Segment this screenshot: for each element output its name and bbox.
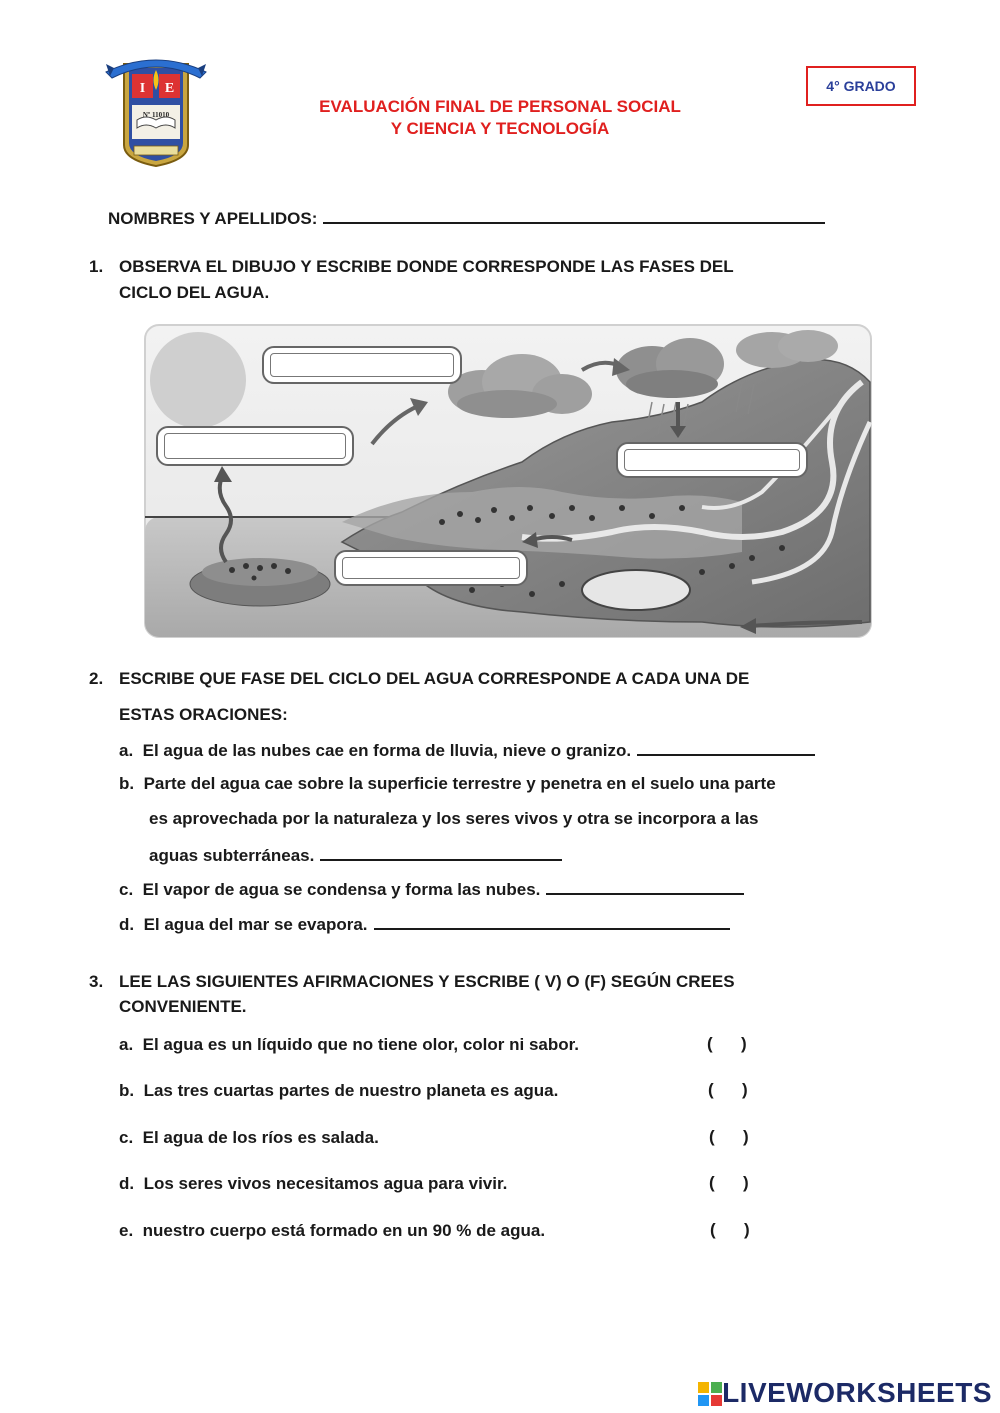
diagram-field-precipitation[interactable] [616, 442, 808, 478]
q2-item-d-text: El agua del mar se evapora. [143, 915, 368, 934]
diagram-field-evaporation-input[interactable] [164, 433, 346, 459]
page-title-line2: Y CIENCIA Y TECNOLOGÍA [390, 119, 610, 138]
logo-number: Nº 11010 [142, 111, 170, 119]
q3-item-b-letter: b. [119, 1081, 135, 1100]
q3-item-c [119, 1127, 379, 1149]
q2-item-d-letter: d. [119, 915, 135, 934]
q2-number: 2. [89, 669, 104, 688]
q1-text-line2: CICLO DEL AGUA. [119, 283, 270, 302]
q2-item-c-letter: c. [119, 880, 134, 899]
page-title-line1: EVALUACIÓN FINAL DE PERSONAL SOCIAL [319, 97, 681, 116]
name-label: NOMBRES Y APELLIDOS: [108, 209, 318, 228]
q3-item-e [119, 1220, 545, 1242]
q2-item-b-line2: es aprovechada por la naturaleza y los seres vivos y otra se incorpora a las [149, 809, 759, 828]
q2-text-line1: ESCRIBE QUE FASE DEL CICLO DEL AGUA CORRESPONDE A CADA UNA DE [119, 669, 750, 688]
diagram-field-condensation-input[interactable] [270, 353, 454, 377]
q3-item-d-letter: d. [119, 1174, 135, 1193]
diagram-field-precipitation-input[interactable] [624, 449, 800, 471]
diagram-field-evaporation[interactable] [156, 426, 354, 466]
q3-item-b-answer[interactable]: ( ) [708, 1080, 748, 1099]
q1-number: 1. [89, 257, 104, 276]
liveworksheets-brand: LIVEWORKSHEETS [722, 1377, 992, 1408]
water-cycle-diagram [142, 322, 874, 640]
q3-text-line1: LEE LAS SIGUIENTES AFIRMACIONES Y ESCRIBE ( V) O (F) SEGÚN CREES [119, 972, 735, 991]
q2-item-b-blank[interactable] [320, 843, 562, 861]
q2-item-b-text-line3: aguas subterráneas. [149, 846, 315, 865]
q3-item-e-letter: e. [119, 1221, 134, 1240]
q3-item-e-answer[interactable]: ( ) [710, 1220, 750, 1239]
q2-item-d [119, 912, 730, 936]
q3-item-c-letter: c. [119, 1128, 134, 1147]
name-row [108, 206, 825, 230]
q2-item-b [119, 773, 776, 795]
q2-item-b-line3 [149, 843, 562, 867]
q3-item-d-answer[interactable]: ( ) [709, 1173, 749, 1192]
q3-text-line2: CONVENIENTE. [119, 997, 247, 1016]
q2-item-c [119, 877, 744, 901]
q3-item-a-text: El agua es un líquido que no tiene olor, color ni sabor. [142, 1035, 580, 1054]
q3-item-d [119, 1173, 507, 1195]
name-blank[interactable] [323, 206, 825, 224]
q1-text-line1: OBSERVA EL DIBUJO Y ESCRIBE DONDE CORRESPONDE LAS FASES DEL [119, 257, 734, 276]
q2-item-c-text: El vapor de agua se condensa y forma las nubes. [142, 880, 541, 899]
q2-item-b-letter: b. [119, 774, 135, 793]
diagram-field-infiltration[interactable] [334, 550, 528, 586]
q3-item-a-answer[interactable]: ( ) [707, 1034, 747, 1053]
q3-item-d-text: Los seres vivos necesitamos agua para vivir. [143, 1174, 508, 1193]
q2-item-a-blank[interactable] [637, 738, 815, 756]
q2-item-d-blank[interactable] [374, 912, 730, 930]
grade-badge: 4° GRADO [806, 66, 916, 106]
q3-number: 3. [89, 972, 104, 991]
q2-item-b-text-line1: Parte del agua cae sobre la superficie terrestre y penetra en el suelo una parte [143, 774, 776, 793]
sun-icon [150, 332, 246, 428]
q2-item-a [119, 738, 815, 762]
q3-item-a [119, 1034, 579, 1056]
q2-item-c-blank[interactable] [546, 877, 744, 895]
lake-icon [582, 570, 690, 610]
diagram-field-condensation[interactable] [262, 346, 462, 384]
q3-item-c-text: El agua de los ríos es salada. [142, 1128, 379, 1147]
q2-text-line2: ESTAS ORACIONES: [119, 705, 288, 724]
liveworksheets-logo-icon [698, 1382, 722, 1406]
q3-item-a-letter: a. [119, 1035, 134, 1054]
diagram-field-infiltration-input[interactable] [342, 557, 520, 579]
q3-item-e-text: nuestro cuerpo está formado en un 90 % de agua. [142, 1221, 546, 1240]
q2-item-a-text: El agua de las nubes cae en forma de lluvia, nieve o granizo. [142, 741, 632, 760]
logo-letter-left: I [139, 81, 146, 96]
q3-item-c-answer[interactable]: ( ) [709, 1127, 749, 1146]
q3-item-b-text: Las tres cuartas partes de nuestro planeta es agua. [143, 1081, 559, 1100]
q2-item-a-letter: a. [119, 741, 134, 760]
q3-item-b [119, 1080, 558, 1102]
logo-letter-right: E [164, 81, 175, 96]
